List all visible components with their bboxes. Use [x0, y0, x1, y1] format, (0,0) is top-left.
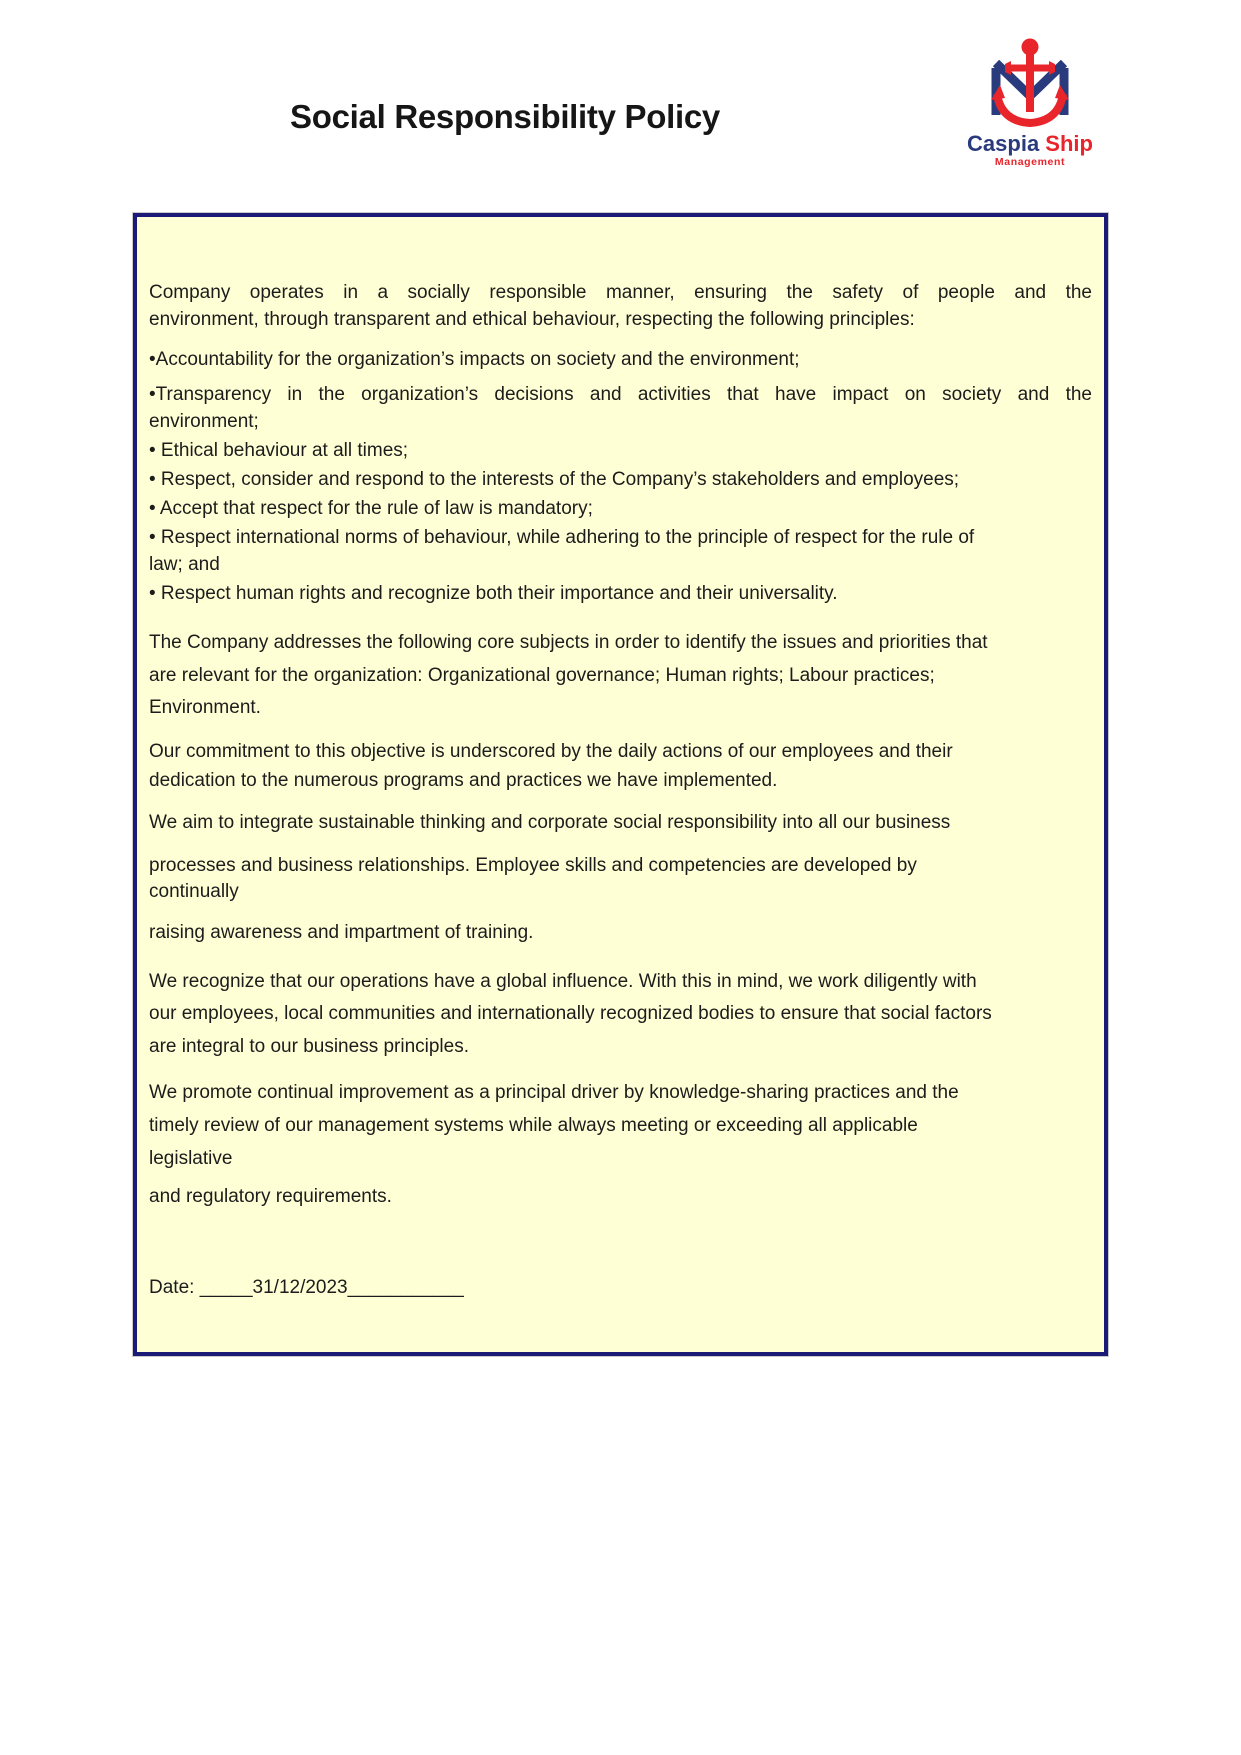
policy-text-box — [133, 213, 1108, 1356]
aim-line-4: raising awareness and impartment of training. — [149, 922, 534, 943]
core-subjects-line-1: The Company addresses the following core subjects in order to identify the issues and priorities that — [149, 632, 988, 653]
aim-line-3: continually — [149, 881, 239, 902]
core-subjects-line-2: are relevant for the organization: Organizational governance; Human rights; Labour practices; — [149, 664, 935, 686]
intro-line-2: environment, through transparent and ethical behaviour, respecting the following principles: — [149, 309, 915, 330]
commitment-line-1: Our commitment to this objective is underscored by the daily actions of our employees and their — [149, 740, 953, 762]
aim-line-2: processes and business relationships. Employee skills and competencies are developed by — [149, 855, 917, 876]
intro-line-1: Company operates in a socially responsible manner, ensuring the safety of people and the — [149, 282, 1092, 303]
bullet-accountability: •Accountability for the organization’s impacts on society and the environment; — [149, 349, 800, 370]
page-title: Social Responsibility Policy — [290, 98, 720, 135]
bullet-respect-interests: • Respect, consider and respond to the interests of the Company’s stakeholders and employees; — [149, 469, 960, 490]
bullet-human-rights: • Respect human rights and recognize both their importance and their universality. — [149, 583, 838, 604]
bullet-accept-law: • Accept that respect for the rule of law is mandatory; — [149, 498, 593, 519]
regulatory-line: and regulatory requirements. — [149, 1186, 392, 1207]
bullet-norms-line-1: • Respect international norms of behaviour, while adhering to the principle of respect for the rule of — [149, 527, 975, 548]
recognize-line-1: We recognize that our operations have a global influence. With this in mind, we work diligently with — [149, 970, 977, 992]
logo-subtitle: Management — [994, 156, 1066, 168]
bullet-transparency-line-2: environment; — [149, 411, 259, 432]
bullet-transparency-line-1: •Transparency in the organization’s decisions and activities that have impact on society and the — [149, 384, 1092, 405]
logo-brand-text — [950, 132, 1110, 156]
recognize-line-2: our employees, local communities and internationally recognized bodies to ensure that social factors — [149, 1003, 992, 1024]
bullet-ethical: • Ethical behaviour at all times; — [149, 440, 409, 461]
logo-brand-primary: Caspia — [967, 131, 1040, 156]
promote-line-1: We promote continual improvement as a principal driver by knowledge-sharing practices and the — [149, 1082, 959, 1103]
logo-brand-secondary: Ship — [1039, 131, 1093, 156]
company-logo — [950, 38, 1110, 168]
promote-line-2: timely review of our management systems while always meeting or exceeding all applicable — [149, 1115, 918, 1136]
recognize-line-3: are integral to our business principles. — [149, 1035, 470, 1057]
aim-line-1: We aim to integrate sustainable thinking and corporate social responsibility into all our business — [149, 811, 951, 833]
commitment-line-2: dedication to the numerous programs and practices we have implemented. — [149, 769, 778, 791]
promote-line-3: legislative — [149, 1148, 233, 1169]
bullet-norms-line-2: law; and — [149, 554, 220, 575]
core-subjects-line-3: Environment. — [149, 697, 261, 718]
date-line: Date: _____31/12/2023___________ — [149, 1276, 464, 1298]
anchor-monogram-icon — [980, 38, 1080, 130]
